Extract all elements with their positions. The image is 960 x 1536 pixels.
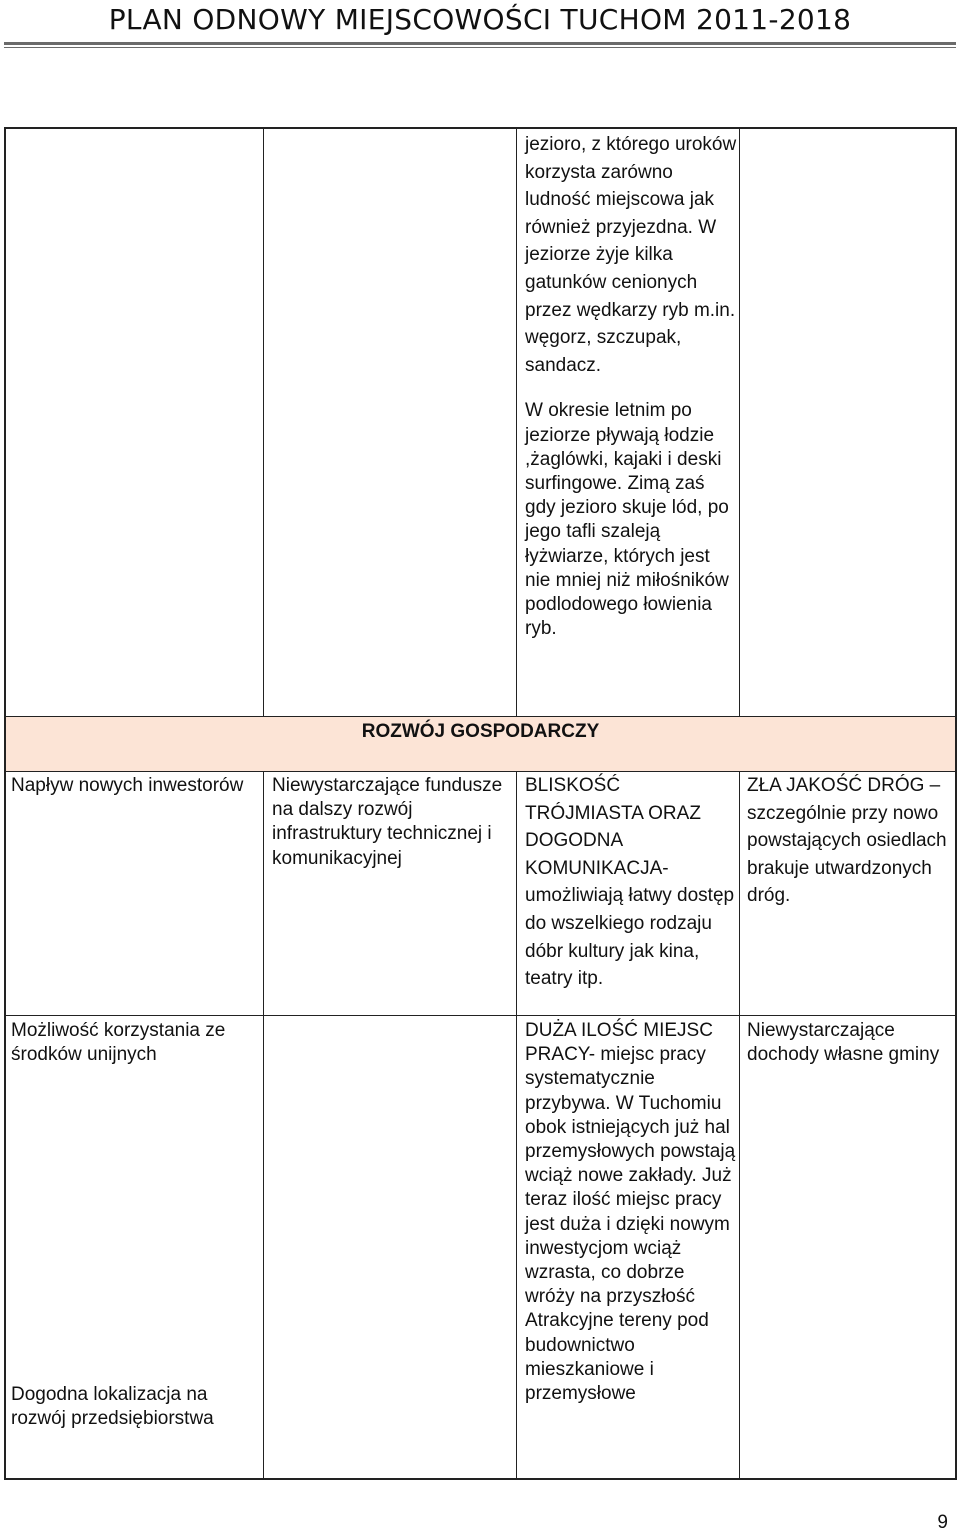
section-title: ROZWÓJ GOSPODARCZY <box>361 721 600 742</box>
table-cell-continued <box>525 131 737 641</box>
cell-text: Niewystarczające fundusze na dalszy rozwój infrastruktury technicznej i komunikacyjnej <box>272 775 503 869</box>
cell-text: Napływ nowych inwestorów <box>11 775 244 796</box>
header-divider <box>4 42 956 45</box>
table-border-bottom <box>4 1478 957 1480</box>
table-column-divider <box>263 127 264 716</box>
table-cell-threats <box>747 1019 953 1067</box>
cell-text: DUŻA ILOŚĆ MIEJSC PRACY- miejsc pracy systematycznie przybywa. W Tuchomiu obok istniejących już hal przemysłowych powstają wciąż nowe zakłady. Już teraz ilość miejsc pracy jest duża i dzięki nowym inwestycjom wciąż wzrasta, co dobrze wróży na przyszłość <box>525 1020 736 1308</box>
cell-text: Niewystarczające dochody własne gminy <box>747 1020 940 1066</box>
cell-text: Atrakcyjne tereny pod budownictwo mieszkaniowe i przemysłowe <box>525 1310 709 1405</box>
cell-text: jezioro, z którego uroków korzysta zarówno ludność miejscowa jak również przyjezdna. W jeziorze żyje kilka gatunków cenionych przez wędkarzy ryb m.in. węgorz, szczupak, sandacz. <box>525 134 737 376</box>
table-column-divider <box>739 772 740 1480</box>
table-cell-opportunities <box>525 772 737 993</box>
table-column-divider <box>263 772 264 1480</box>
table-column-divider <box>739 127 740 716</box>
table-cell-strengths <box>11 774 257 798</box>
table-border-top <box>4 127 957 129</box>
table-column-divider <box>516 127 517 716</box>
table-cell-opportunities <box>525 1019 737 1406</box>
table-divider <box>4 1015 957 1016</box>
cell-text: BLISKOŚĆ TRÓJMIASTA ORAZ DOGODNA KOMUNIKACJA- umożliwiają łatwy dostęp do wszelkiego rodzaju dóbr kultury jak kina, teatry itp. <box>525 775 735 990</box>
cell-text: Dogodna lokalizacja na rozwój przedsiębiorstwa <box>11 1384 214 1430</box>
page-number: 9 <box>937 1512 948 1533</box>
table-cell-strengths <box>11 1383 257 1431</box>
cell-text: Możliwość korzystania ze środków unijnych <box>11 1020 226 1066</box>
table-cell-strengths <box>11 1019 257 1067</box>
table-cell-weaknesses <box>272 774 510 871</box>
cell-text: W okresie letnim po jeziorze pływają łodzie ,żaglówki, kajaki i deski surfingowe. Zimą zaś gdy jezioro skuje lód, po jego tafli szaleją łyżwiarze, których jest nie mniej niż miłośników podlodowego łowienia ryb. <box>525 400 729 640</box>
header-divider-thin <box>4 47 956 48</box>
table-border-right <box>955 127 957 1480</box>
table-cell-threats <box>747 772 953 910</box>
table-column-divider <box>516 772 517 1480</box>
table-border-left <box>4 127 6 1480</box>
page-header-title: PLAN ODNOWY MIEJSCOWOŚCI TUCHOM 2011-2018 <box>108 3 852 36</box>
cell-text: ZŁA JAKOŚĆ DRÓG – szczególnie przy nowo powstających osiedlach brakuje utwardzonych dróg. <box>747 775 947 907</box>
